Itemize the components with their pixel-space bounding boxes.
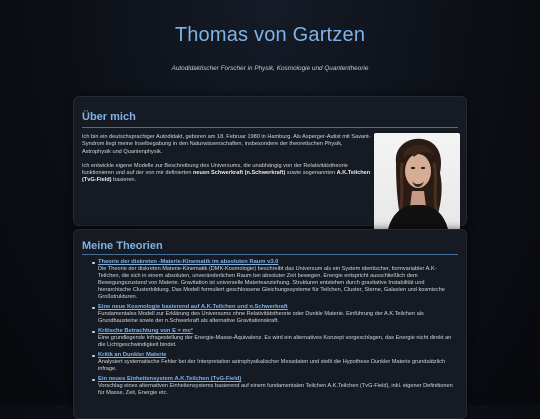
about-heading-divider [82,127,458,128]
about-text [82,134,372,192]
theory-description-5: Vorschlag eines alternativen Einheitensystems basierend auf einem fundamentalen Teilchen A.K.Teilchen (TvG-Field), inkl. eigener Definitionen für Masse, Zeit, Energie etc. [98,383,453,396]
site-title: Thomas von Gartzen [174,24,366,46]
about-p2-end: basieren. [111,177,137,184]
theory-description-1: Die Theorie der diskreten Materie-Kinematik (DMK-Kosmologie) beschreibt das Universum als ein System identischer, formvariabler A.K-Teilchen, die sich in einem absoluten, unveränderlichen Raum bei absoluter Zeit bewegen. Energie entspricht ausschließlich dem Bewegungszustand von Materie. Gravitation ist universelle Materieanziehung. Strukturen entstehen durch gravitative Instabilität und hierarchische Clusterbildung. Das Modell formuliert geschlossene Gleichungssysteme für Teilchen, Cluster, Sterne, Galaxien und kosmische Großstrukturen. [98,266,445,300]
theories-heading-divider [82,254,458,255]
theory-list [92,259,456,400]
list-item [98,304,456,325]
about-p2-start: Ich entwickle eigene Modelle zur Beschreibung des Universums, die unabhängig von der Relativitätstheorie funktionieren und auf der von mir definierten [82,162,348,177]
theories-section [73,229,467,419]
theory-link-1[interactable]: Theorie der diskreten -Materie-Kinematik im absoluten Raum v3.0 [98,259,279,265]
portrait-image [374,133,460,241]
list-item [98,259,456,301]
list-item [98,328,456,349]
theory-description-3: Eine grundlegende Infragestellung der Energie-Masse-Äquivalenz. Es wird ein alternatives Konzept vorgeschlagen, das Energie nicht direkt an die Lichtgeschwindigkeit bindet. [98,335,452,348]
list-item [98,352,456,373]
about-p2-bold-1: neuen Schwerkraft (n.Schwerkraft) [193,170,286,177]
theory-link-2[interactable]: Eine neue Kosmologie basierend auf A.K.Teilchen und n.Schwerkraft [98,304,288,310]
theory-link-5[interactable]: Ein neues Einheitensystem A.K.Teilchen (TvG-Field) [98,376,242,382]
theory-link-4[interactable]: Kritik an Dunkler Materie [98,352,167,358]
page-header [0,0,540,72]
list-item [98,376,456,397]
site-subtitle: Autodidaktischer Forscher in Physik, Kosmologie und Quantentheorie [171,65,369,72]
about-p2-bold-2: A.K.Teilchen (TvG-Field) [82,170,371,184]
theory-link-3[interactable]: Kritische Betrachtung von E = mc² [98,328,193,334]
about-paragraph-2 [82,163,372,185]
theories-heading: Meine Theorien [82,240,163,252]
theory-description-2: Fundamentales Modell zur Erklärung des Universums ohne Relativitätstheorie oder Dunkle Materie. Einführung der A.K.Teilchen als Grundbausteine sowie der n.Schwerkraft als alternative Gravitationskraft. [98,311,424,324]
portrait-photo [374,133,460,241]
about-section [73,96,467,226]
about-paragraph-1: Ich bin ein deutschsprachiger Autodidakt, geboren am 18. Februar 1980 in Hamburg. Als Asperger-Autist mit Savant-Syndrom liegt meine Inselbegabung in den Naturwissenschaften, insbesondere der theoretischen Physik, Astrophysik und Quantenphysik. [82,134,371,155]
about-p2-mid: sowie sogenannten [285,170,337,177]
about-heading: Über mich [82,111,136,123]
theory-description-4: Analysiert systematische Fehler bei der Interpretation astrophysikalischer Messdaten und stellt die Hypothese Dunkler Materie grundsätzlich infrage. [98,359,445,372]
